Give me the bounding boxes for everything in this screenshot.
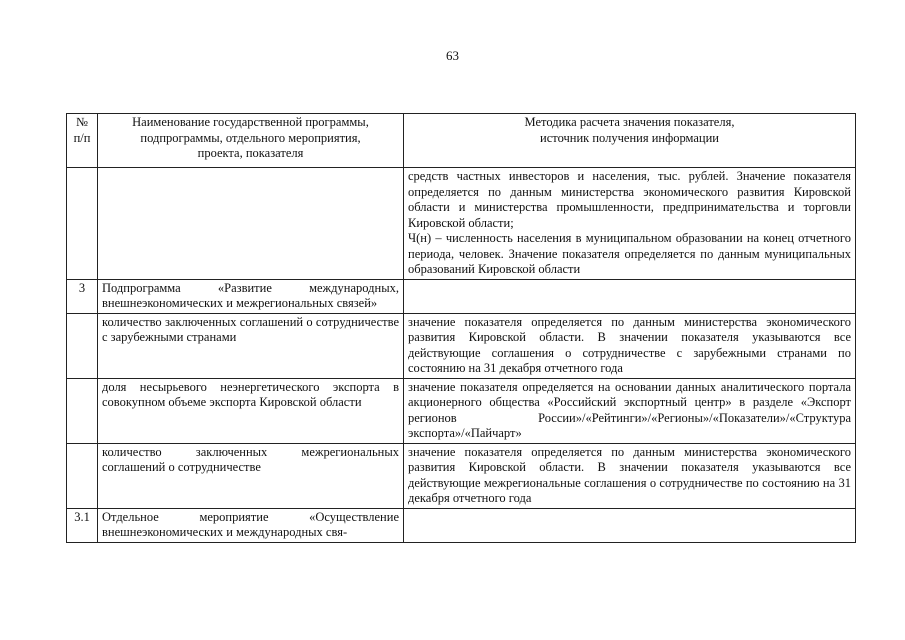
table-row	[67, 508, 856, 542]
row-number: 3	[67, 279, 98, 313]
page-number: 63	[446, 48, 459, 63]
row-name: доля несырьевого неэнергетического экспорта в совокупном объеме экспорта Кировской области	[98, 378, 404, 443]
row-number: 3.1	[67, 508, 98, 542]
table-row	[67, 378, 856, 443]
row-number	[67, 378, 98, 443]
row-number	[67, 168, 98, 280]
row-name: Отдельное мероприятие «Осуществление внешнеэкономических и международных свя-	[98, 508, 404, 542]
indicator-methodology-table	[66, 113, 856, 543]
table-row	[67, 313, 856, 378]
table-row	[67, 443, 856, 508]
row-name: количество заключенных межрегиональных соглашений о сотрудничестве	[98, 443, 404, 508]
row-number	[67, 313, 98, 378]
header-number: № п/п	[67, 114, 98, 168]
header-name: Наименование государственной программы, подпрограммы, отдельного мероприятия, проекта, показателя	[98, 114, 404, 168]
row-method: значение показателя определяется по данным министерства экономического развития Кировской области. В значении показателя указываются все действующие межрегиональные соглашения о сотрудничестве по состоянию на 31 декабря отчетного года	[404, 443, 856, 508]
row-method: значение показателя определяется по данным министерства экономического развития Кировской области. В значении показателя указываются все действующие соглашения о сотрудничестве с зарубежными странами по состоянию на 31 декабря отчетного года	[404, 313, 856, 378]
row-name: Подпрограмма «Развитие международных, внешнеэкономических и межрегиональных связей»	[98, 279, 404, 313]
table-row	[67, 279, 856, 313]
row-name	[98, 168, 404, 280]
table-header-row	[67, 114, 856, 168]
row-method	[404, 279, 856, 313]
row-method: значение показателя определяется на основании данных аналитического портала акционерного общества «Российский экспортный центр» в разделе «Экспорт регионов России»/«Рейтинги»/«Регионы»/«Показатели»/«Структура экспорта»/«Пайчарт»	[404, 378, 856, 443]
row-number	[67, 443, 98, 508]
row-method	[404, 508, 856, 542]
row-name: количество заключенных соглашений о сотрудничестве с зарубежными странами	[98, 313, 404, 378]
header-method: Методика расчета значения показателя, источник получения информации	[404, 114, 856, 168]
row-method: средств частных инвесторов и населения, тыс. рублей. Значение показателя определяется по данным министерства экономического развития Кировской области и министерства промышленности, предпринимательства и торговли Кировской области; Ч(н) – численность населения в муниципальном образовании на конец отчетного периода, человек. Значение показателя определяется по данным муниципальных образований Кировской области	[404, 168, 856, 280]
table-row	[67, 168, 856, 280]
